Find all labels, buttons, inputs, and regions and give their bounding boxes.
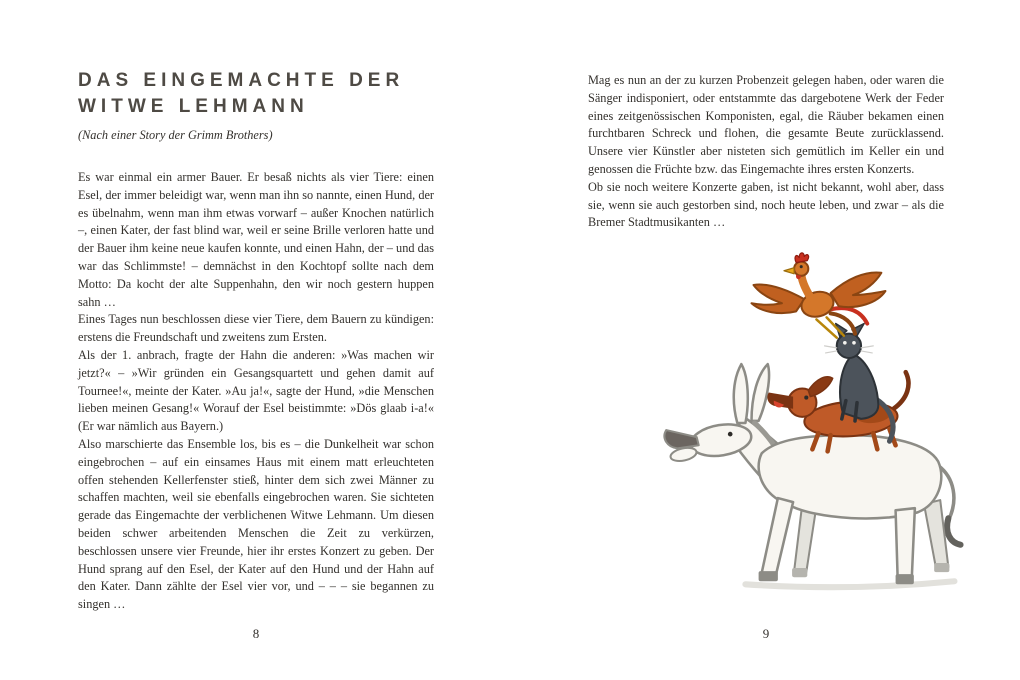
- page-right: [588, 0, 944, 680]
- paragraph: Mag es nun an der zu kurzen Probenzeit gelegen haben, oder waren die Sänger indisponiert, oder entstammte das dargebotene Werk der Feder eines zeitgenössischen Komponisten, egal, die Räuber bekamen einen furchtbaren Schreck und flohen, die gesamte Beute zurücklassend. Unsere vier Künstler aber nisteten sich gemütlich im Keller ein und genossen die Früchte bzw. das Eingemachte ihres ersten Konzerts.: [588, 73, 944, 176]
- paragraph: Also marschierte das Ensemble los, bis es – die Dunkelheit war schon eingebrochen – auf ein einsames Haus mit einem matt erleuchteten offen stehenden Kellerfenster stieß, hinter dem sich zwei Männer zu schaffen machten, weil sie ebenfalls eingebrochen waren. Sie sichteten gerade das Eingemachte der verblichenen Witwe Lehmann. Um diesen beiden schwer arbeitenden Menschen die Zeit zu verkürzen, beschlossen unsere vier Freunde, hier ihr erstes Konzert zu geben. Der Hund sprang auf den Esel, der Kater auf den Hund und der Hahn auf den Kater. Dann zählte der Esel vier vor, und – – – sie begannen zu singen …: [78, 436, 434, 612]
- paragraph: Es war einmal ein armer Bauer. Er besaß nichts als vier Tiere: einen Esel, der immer beleidigt war, wenn man ihn so nannte, einen Hund, der es übelnahm, wenn man ihm etwas vorwarf – außer Knochen natürlich –, einen Kater, der fast blind war, weil er seine Brille verloren hatte und der Bauer ihm keine neue kaufen konnte, und einen Hahn, der – und das war das Schlimmste! – demnächst in den Kochtopf sollte nach dem Motto: Da kocht der alte Suppenhahn, den wir noch gestern huppen sahn …: [78, 170, 435, 309]
- page-left: [78, 0, 434, 680]
- chapter-title: [78, 68, 434, 120]
- page-number-right: 9: [762, 626, 770, 641]
- paragraph: Als der 1. anbrach, fragte der Hahn die anderen: »Was machen wir jetzt?« – »Wir gründen ein Gesangsquartett und gehen damit auf Tournee!«, meinte der Kater. »Au ja!«, sagte der Hund, »die Menschen lieben meinen Gesang!« Worauf der Esel beistimmte: »Dös glaab i-a!« (Er war nämlich aus Bayern.): [78, 347, 434, 434]
- chapter-subtitle: (Nach einer Story der Grimm Brothers): [78, 128, 273, 142]
- page-number-left: 8: [252, 626, 260, 641]
- ground-shadow-icon: [745, 581, 954, 587]
- rooster-icon: [752, 253, 886, 338]
- bremen-musicians-illustration: [648, 248, 993, 604]
- paragraph: Ob sie noch weitere Konzerte gaben, ist nicht bekannt, wohl aber, dass sie, wenn sie auch gestorben sind, noch heute leben, und zwar – als die Bremer Stadtmusikanten …: [588, 179, 944, 230]
- paragraph: Eines Tages nun beschlossen diese vier Tiere, dem Bauern zu kündigen: erstens die Freundschaft und zweitens zum Ersten.: [78, 312, 434, 345]
- left-body-text: [78, 169, 434, 614]
- chapter-title-line-1: DAS EINGEMACHTE DER: [78, 70, 405, 91]
- chapter-title-line-2: WITWE LEHMANN: [78, 96, 309, 117]
- right-body-text: [588, 72, 944, 232]
